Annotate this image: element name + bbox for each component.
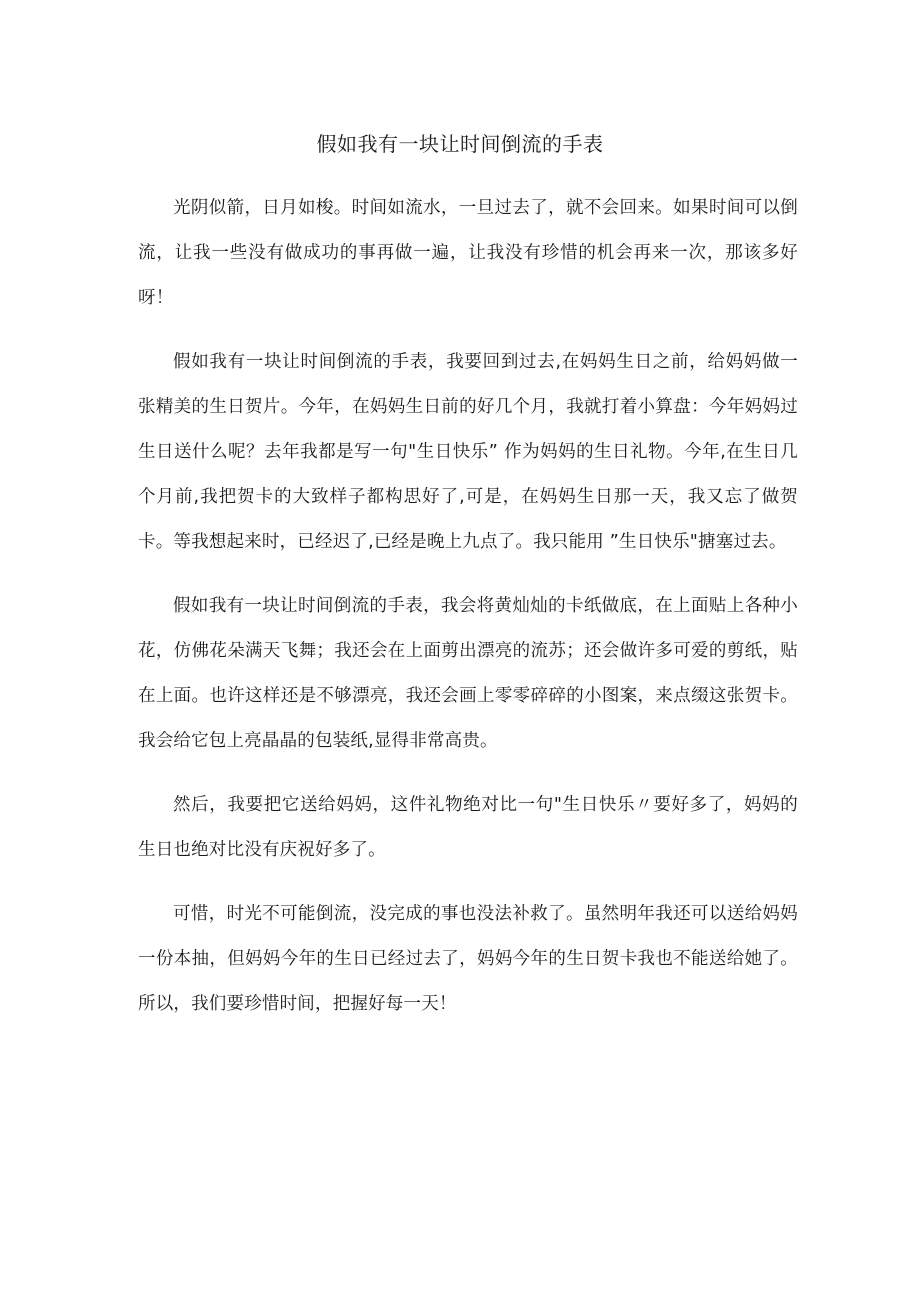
- document-title: 假如我有一块让时间倒流的手表: [316, 132, 604, 156]
- document-body: [138, 186, 798, 1046]
- paragraph-2: 假如我有一块让时间倒流的手表，我要回到过去,在妈妈生日之前，给妈妈做一张精美的生日贺片。今年，在妈妈生日前的好几个月，我就打着小算盘：今年妈妈过生日送什么呢？去年我都是写一句"生日快乐” 作为妈妈的生日礼物。今年,在生日几个月前,我把贺卡的大致样子都构思好了,可是，在妈妈生日那一天，我又忘了做贺卡。等我想起来时，已经迟了,已经是晚上九点了。我只能用 ”生日快乐"搪塞过去。: [138, 352, 798, 552]
- paragraph-3: 假如我有一块让时间倒流的手表，我会将黄灿灿的卡纸做底，在上面贴上各种小花，仿佛花朵满天飞舞；我还会在上面剪出漂亮的流苏；还会做许多可爱的剪纸，贴在上面。也许这样还是不够漂亮，我还会画上零零碎碎的小图案，来点缀这张贺卡。我会给它包上亮晶晶的包装纸,显得非常高贵。: [138, 596, 798, 751]
- paragraph-5: 可惜，时光不可能倒流，没完成的事也没法补救了。虽然明年我还可以送给妈妈一份本抽，但妈妈今年的生日已经过去了，妈妈今年的生日贺卡我也不能送给她了。所以，我们要珍惜时间，把握好每一天！: [138, 904, 798, 1014]
- paragraph-1: 光阴似箭，日月如梭。时间如流水，一旦过去了，就不会回来。如果时间可以倒流，让我一些没有做成功的事再做一遍，让我没有珍惜的机会再来一次，那该多好呀！: [138, 198, 798, 308]
- paragraph-4: 然后，我要把它送给妈妈，这件礼物绝对比一句"生日快乐〃要好多了，妈妈的生日也绝对比没有庆祝好多了。: [138, 795, 798, 860]
